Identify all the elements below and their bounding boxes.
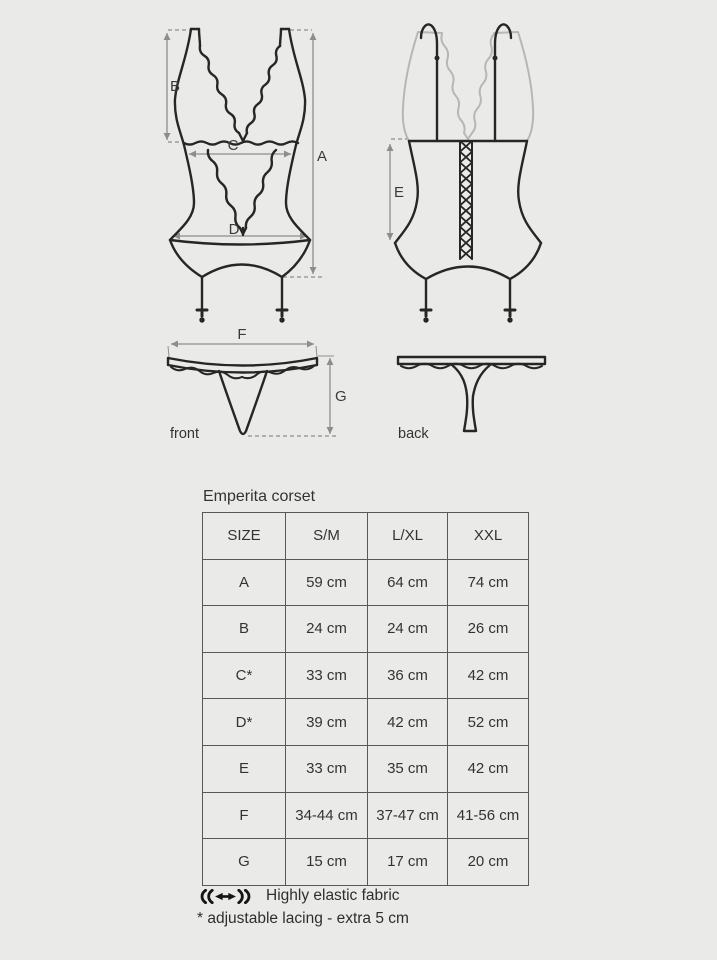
back-garter-clip-knob [507, 317, 512, 322]
back-thong-drawing [398, 357, 545, 442]
back-garter-curve-left [395, 243, 426, 279]
row-label: C* [203, 652, 286, 699]
back-caption: back [398, 426, 429, 442]
size-cell: 42 cm [448, 652, 529, 699]
size-cell: 42 cm [368, 699, 448, 746]
front-garter-curve-left [170, 240, 202, 277]
size-cell: 35 cm [368, 745, 448, 792]
front-cup-center-join [239, 133, 247, 141]
table-row [203, 699, 529, 746]
back-faded-cup-right [494, 32, 533, 141]
front-caption: front [170, 426, 200, 442]
size-cell: 24 cm [286, 606, 368, 653]
elastic-note [198, 887, 400, 905]
back-faded-lace-left [441, 34, 464, 133]
size-table-header-row [203, 513, 529, 560]
size-cell: 74 cm [448, 559, 529, 606]
size-cell: 41-56 cm [448, 792, 529, 839]
size-cell: 20 cm [448, 839, 529, 886]
table-row [203, 839, 529, 886]
col-header-lxl: L/XL [368, 513, 448, 560]
size-cell: 64 cm [368, 559, 448, 606]
back-garter-clip-knob [423, 317, 428, 322]
front-v-panel-right [246, 150, 276, 228]
front-v-panel-point [240, 228, 246, 235]
front-cup-lace-right [247, 46, 280, 133]
back-lacing-lattice [460, 141, 472, 259]
back-faded-center [464, 133, 472, 139]
lacing-note: * adjustable lacing - extra 5 cm [197, 910, 409, 927]
back-thong-band [398, 357, 545, 364]
size-cell: 42 cm [448, 745, 529, 792]
row-label: A [203, 559, 286, 606]
row-label: G [203, 839, 286, 886]
back-garter-curve-right [510, 243, 541, 279]
dim-label-c: C [227, 137, 239, 154]
front-thong-panel [219, 371, 267, 434]
size-cell: 24 cm [368, 606, 448, 653]
back-strap-slider [435, 56, 440, 61]
size-cell: 59 cm [286, 559, 368, 606]
page-title: Emperita corset [203, 488, 316, 505]
size-cell: 15 cm [286, 839, 368, 886]
size-cell: 34-44 cm [286, 792, 368, 839]
row-label: E [203, 745, 286, 792]
measurement-diagram [0, 0, 717, 470]
front-garter-clip-knob [279, 317, 284, 322]
size-cell: 17 cm [368, 839, 448, 886]
row-label: D* [203, 699, 286, 746]
row-label: B [203, 606, 286, 653]
table-row [203, 745, 529, 792]
dim-label-e: E [394, 184, 405, 201]
back-strap-slider [493, 56, 498, 61]
dim-label-d: D [228, 221, 240, 238]
front-bottom-arch [202, 265, 282, 278]
front-v-panel-left [208, 150, 240, 228]
back-faded-lace-right [472, 34, 494, 133]
dim-label-f: F [237, 326, 247, 343]
col-header-size: SIZE [203, 513, 286, 560]
elastic-note-text: Highly elastic fabric [266, 887, 400, 904]
size-cell: 37-47 cm [368, 792, 448, 839]
front-hem [170, 240, 310, 245]
back-thong-strap [452, 365, 490, 431]
back-garter-clips [421, 310, 515, 316]
front-underbust-lace [184, 141, 298, 144]
back-corset-drawing [390, 24, 541, 322]
front-cup-lace-left [200, 46, 239, 133]
size-cell: 26 cm [448, 606, 529, 653]
size-cell: 33 cm [286, 745, 368, 792]
size-cell: 36 cm [368, 652, 448, 699]
size-table [202, 512, 529, 886]
front-strap-inner-edges [199, 29, 281, 46]
col-header-xxl: XXL [448, 513, 529, 560]
front-garter-clip-knob [199, 317, 204, 322]
back-garter-straps [426, 279, 510, 310]
front-outline-left [170, 29, 194, 240]
table-row [203, 606, 529, 653]
front-garter-curve-right [282, 240, 310, 277]
table-row [203, 792, 529, 839]
row-label: F [203, 792, 286, 839]
front-thong-band [168, 358, 317, 373]
dim-tick [168, 346, 317, 357]
front-garter-clips [197, 310, 287, 316]
elastic-fabric-icon [198, 889, 253, 904]
col-header-sm: S/M [286, 513, 368, 560]
dim-label-g: G [335, 388, 347, 405]
size-cell: 52 cm [448, 699, 529, 746]
dim-label-b: B [170, 78, 181, 95]
front-corset-drawing [167, 29, 327, 323]
front-garter-straps [202, 277, 282, 310]
size-cell: 39 cm [286, 699, 368, 746]
back-bottom-arch [426, 267, 510, 280]
back-outline-right [518, 141, 541, 243]
table-row [203, 559, 529, 606]
dim-label-a: A [317, 148, 328, 165]
table-row [203, 652, 529, 699]
back-strap-right [495, 24, 511, 141]
back-strap-left [421, 24, 437, 141]
front-thong-drawing [168, 326, 347, 442]
size-cell: 33 cm [286, 652, 368, 699]
front-outline-right [286, 29, 310, 240]
